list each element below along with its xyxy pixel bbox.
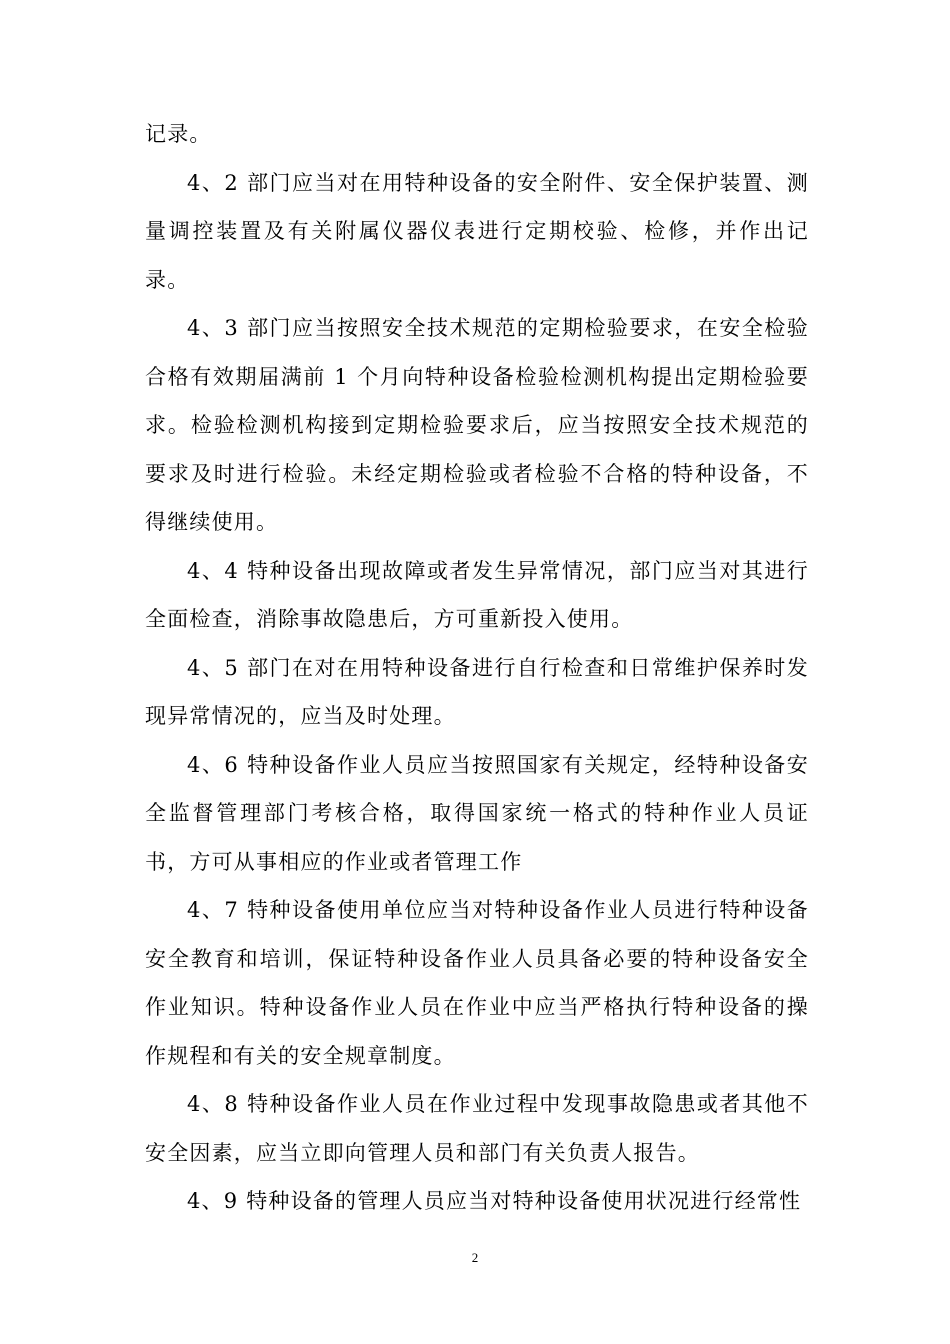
paragraph-4-3: 4、3 部门应当按照安全技术规范的定期检验要求，在安全检验合格有效期届满前 1 个月向特种设备检验检测机构提出定期检验要求。检验检测机构接到定期检验要求后，应当按照安全技术规范的要求及时进行检验。未经定期检验或者检验不合格的特种设备，不得继续使用。 <box>145 316 809 534</box>
paragraph-4-6: 4、6 特种设备作业人员应当按照国家有关规定，经特种设备安全监督管理部门考核合格，取得国家统一格式的特种作业人员证书，方可从事相应的作业或者管理工作 <box>145 752 809 874</box>
paragraph-4-7: 4、7 特种设备使用单位应当对特种设备作业人员进行特种设备安全教育和培训，保证特种设备作业人员具备必要的特种设备安全作业知识。特种设备作业人员在作业中应当严格执行特种设备的操作规程和有关的安全规章制度。 <box>145 898 809 1068</box>
paragraph-4-4: 4、4 特种设备出现故障或者发生异常情况，部门应当对其进行全面检查，消除事故隐患后，方可重新投入使用。 <box>145 558 809 631</box>
document-body <box>145 110 809 1226</box>
page-number: 2 <box>471 1250 479 1265</box>
paragraph-4-9: 4、9 特种设备的管理人员应当对特种设备使用状况进行经常性 <box>187 1189 802 1213</box>
paragraph-continuation: 记录。 <box>145 122 212 146</box>
paragraph-4-8: 4、8 特种设备作业人员在作业过程中发现事故隐患或者其他不安全因素，应当立即向管理人员和部门有关负责人报告。 <box>145 1092 809 1165</box>
paragraph-4-5: 4、5 部门在对在用特种设备进行自行检查和日常维护保养时发现异常情况的，应当及时处理。 <box>145 655 809 728</box>
paragraph-4-2: 4、2 部门应当对在用特种设备的安全附件、安全保护装置、测量调控装置及有关附属仪器仪表进行定期校验、检修，并作出记录。 <box>145 170 809 292</box>
